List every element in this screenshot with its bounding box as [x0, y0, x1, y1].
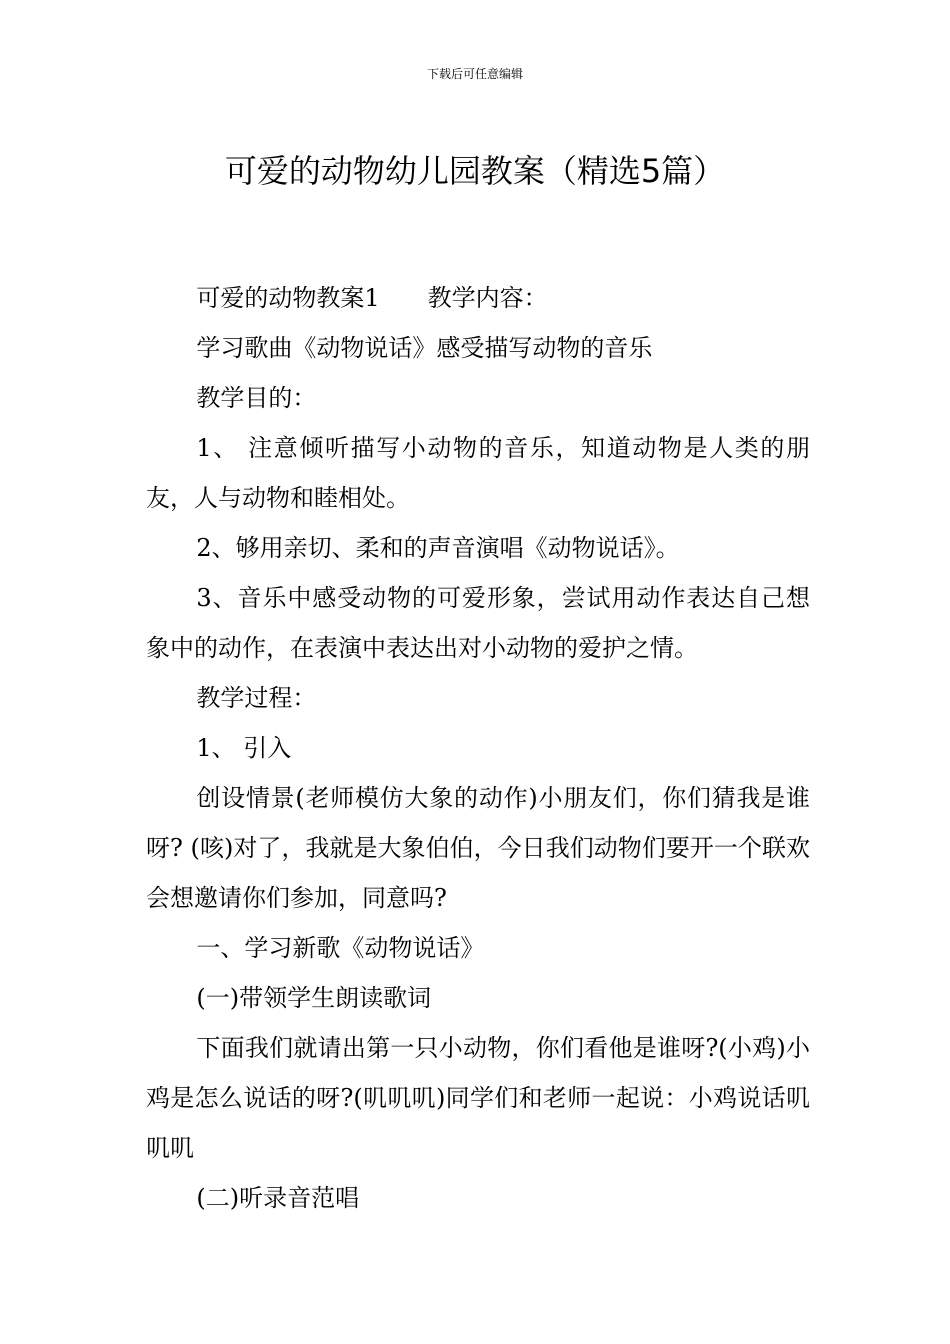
page-header-note: 下载后可任意编辑 [426, 67, 523, 81]
paragraph-1: 学习歌曲《动物说话》感受描写动物的音乐 [196, 334, 653, 362]
paragraph-3: 1、 注意倾听描写小动物的音乐，知道动物是人类的朋友，人与动物和睦相处。 [146, 434, 810, 512]
paragraph-9: 一、学习新歌《动物说话》 [196, 934, 485, 962]
paragraph-4: 2、够用亲切、柔和的声音演唱《动物说话》。 [196, 534, 680, 562]
lesson-heading-line [146, 273, 810, 323]
paragraph-12: (二)听录音范唱 [196, 1184, 360, 1212]
lesson-number: 可爱的动物教案1 [196, 284, 380, 312]
paragraph-11: 下面我们就请出第一只小动物，你们看他是谁呀?(小鸡)小鸡是怎么说话的呀?(叽叽叽)同学们和老师一起说：小鸡说话叽叽叽 [146, 1034, 810, 1162]
paragraph-8: 创设情景(老师模仿大象的动作)小朋友们，你们猜我是谁呀? (咳)对了，我就是大象伯伯，今日我们动物们要开一个联欢会想邀请你们参加，同意吗? [146, 784, 810, 912]
paragraph-5: 3、音乐中感受动物的可爱形象，尝试用动作表达自己想象中的动作，在表演中表达出对小动物的爱护之情。 [146, 584, 810, 662]
paragraph-7: 1、 引入 [196, 734, 292, 762]
document-title: 可爱的动物幼儿园教案（精选5篇） [224, 152, 726, 191]
paragraph-6: 教学过程： [196, 684, 317, 712]
document-body [146, 273, 810, 1223]
paragraph-2: 教学目的： [196, 384, 317, 412]
paragraph-10: (一)带领学生朗读歌词 [196, 984, 432, 1012]
teaching-content-label: 教学内容： [427, 284, 548, 312]
